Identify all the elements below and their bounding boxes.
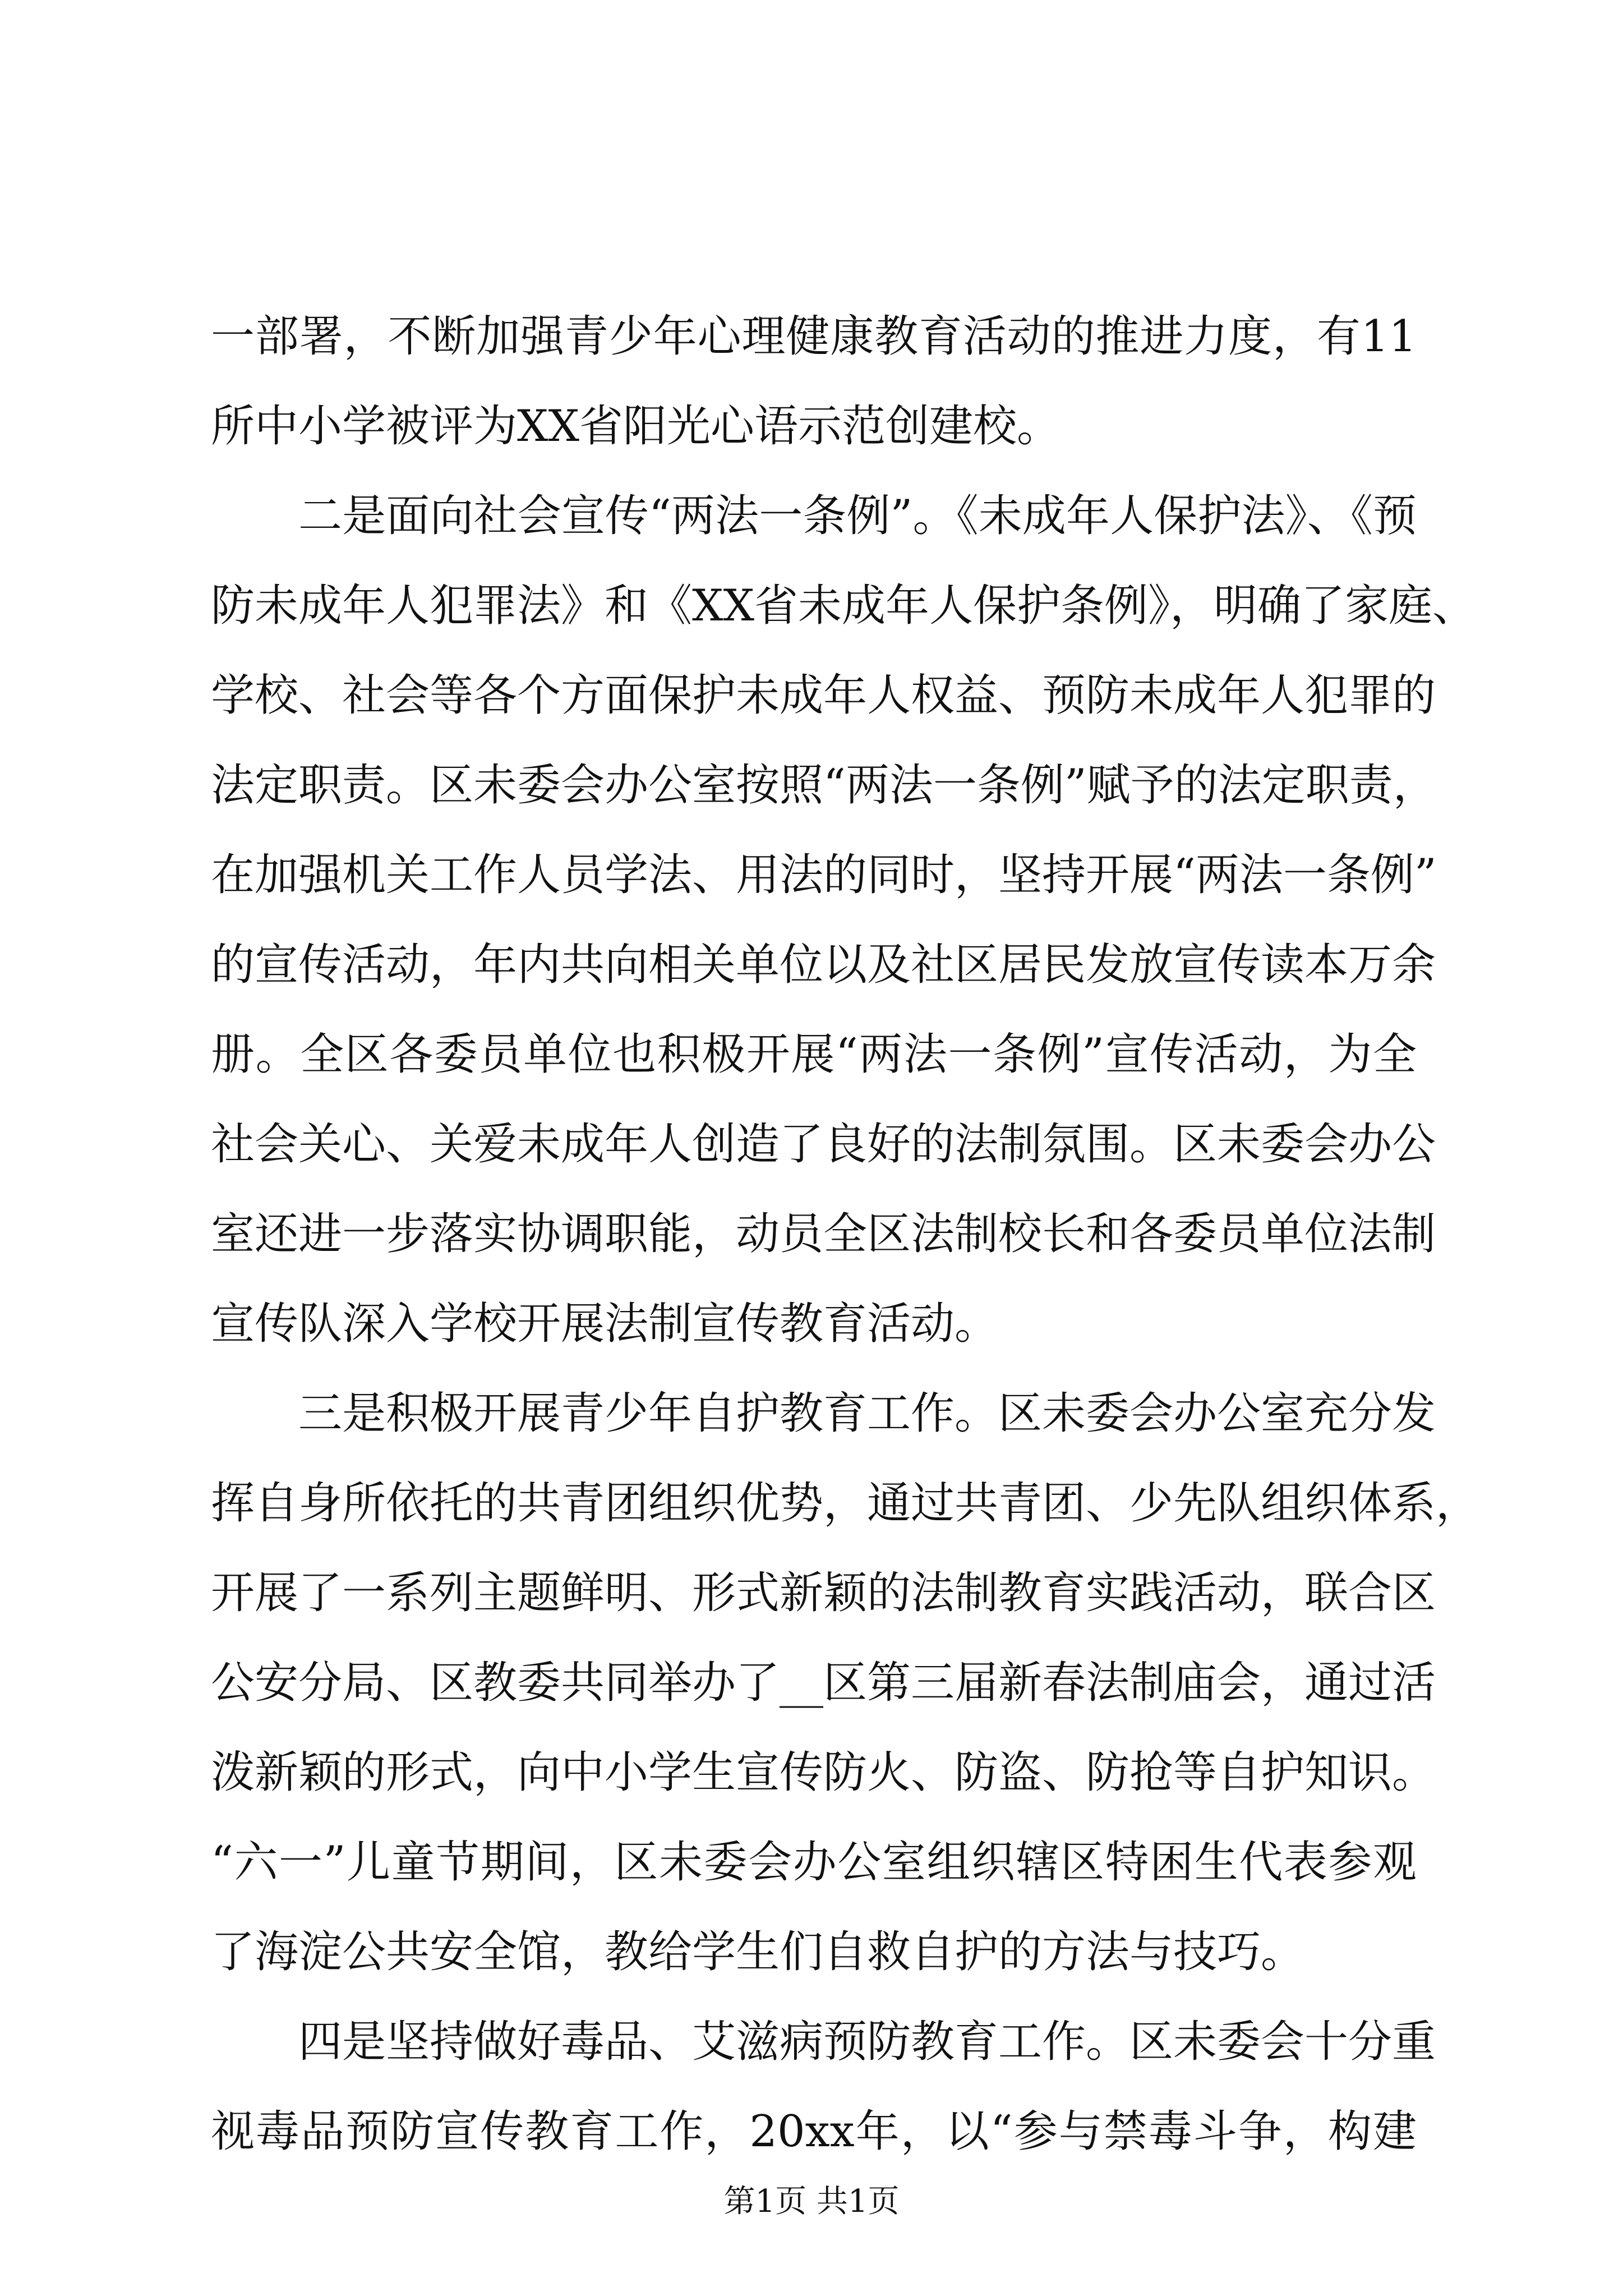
- text-line-21: 视毒品预防宣传教育工作，20xx年，以“参与禁毒斗争，构建: [211, 2106, 1417, 2157]
- text-line-15: 开展了一系列主题鲜明、形式新颖的法制教育实践活动，联合区: [211, 1568, 1436, 1618]
- text-line-16: 公安分局、区教委共同举办了__区第三届新春法制庙会，通过活: [211, 1658, 1436, 1708]
- text-line-7: 在加强机关工作人员学法、用法的同时，坚持开展“两法一条例”: [211, 850, 1437, 900]
- page-footer: 第1页 共1页: [723, 2183, 900, 2220]
- text-line-4: 防未成年人犯罪法》和《XX省未成年人保护条例》，明确了家庭、: [211, 581, 1477, 631]
- text-line-12: 宣传队深入学校开展法制宣传教育活动。: [211, 1299, 999, 1349]
- text-line-20: 四是坚持做好毒品、艾滋病预防教育工作。区未委会十分重: [298, 2017, 1436, 2067]
- text-line-10: 社会关心、关爱未成年人创造了良好的法制氛围。区未委会办公: [211, 1119, 1436, 1170]
- text-line-1: 一部署，不断加强青少年心理健康教育活动的推进力度，有11: [211, 311, 1417, 362]
- text-line-3: 二是面向社会宣传“两法一条例”。《未成年人保护法》、《预: [298, 491, 1417, 541]
- text-line-6: 法定职责。区未委会办公室按照“两法一条例”赋予的法定职责，: [211, 760, 1437, 811]
- text-line-2: 所中小学被评为XX省阳光心语示范创建校。: [211, 401, 1061, 452]
- text-line-17: 泼新颖的形式，向中小学生宣传防火、防盗、防抢等自护知识。: [211, 1747, 1436, 1798]
- text-line-9: 册。全区各委员单位也积极开展“两法一条例”宣传活动，为全: [211, 1029, 1417, 1080]
- text-line-5: 学校、社会等各个方面保护未成年人权益、预防未成年人犯罪的: [211, 670, 1436, 721]
- text-line-11: 室还进一步落实协调职能，动员全区法制校长和各委员单位法制: [211, 1209, 1436, 1259]
- text-line-8: 的宣传活动，年内共向相关单位以及社区居民发放宣传读本万余: [211, 940, 1436, 990]
- text-line-19: 了海淀公共安全馆，教给学生们自救自护的方法与技巧。: [211, 1927, 1305, 1977]
- text-line-13: 三是积极开展青少年自护教育工作。区未委会办公室充分发: [298, 1388, 1436, 1439]
- text-line-14: 挥自身所依托的共青团组织优势，通过共青团、少先队组织体系，: [211, 1478, 1480, 1529]
- text-line-18: “六一”儿童节期间，区未委会办公室组织辖区特困生代表参观: [211, 1837, 1417, 1888]
